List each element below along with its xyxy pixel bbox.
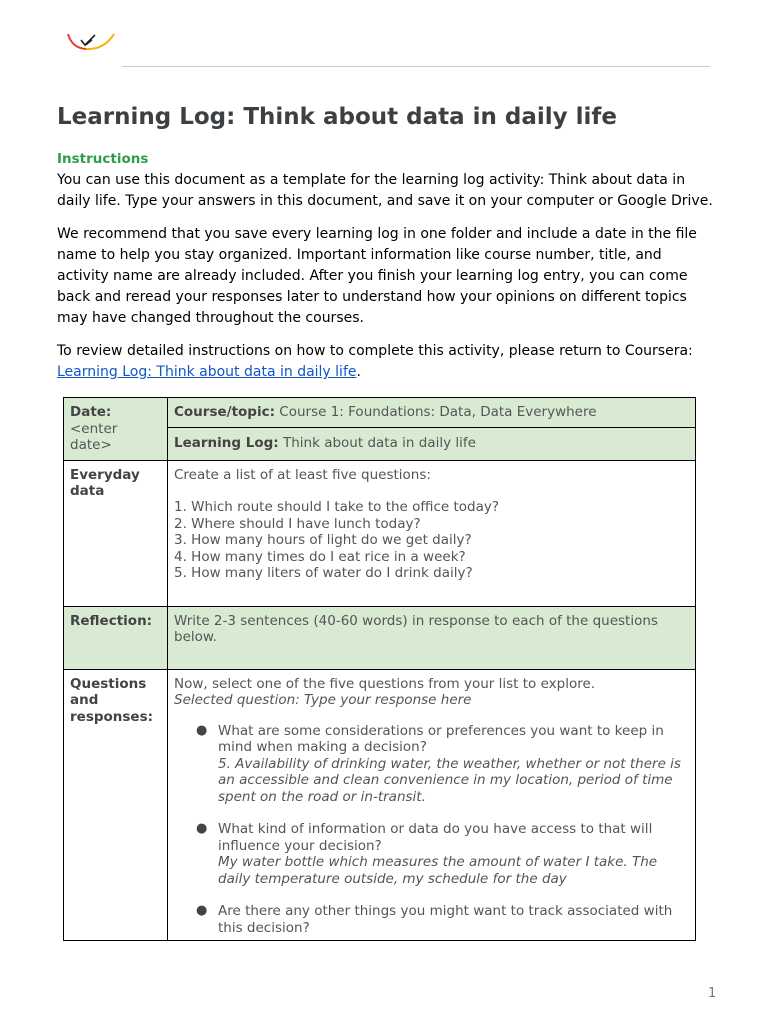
- everyday-data-label-cell: [64, 460, 168, 606]
- list-item: [196, 903, 689, 936]
- course-value: Course 1: Foundations: Data, Data Everywhere: [279, 404, 597, 420]
- question-list: [174, 723, 689, 937]
- everyday-intro: Create a list of at least five questions:: [174, 466, 431, 483]
- list-item: 4. How many times do I eat rice in a week?: [174, 548, 466, 565]
- questions-label-cell: [64, 669, 168, 941]
- everyday-data-label: Everyday data: [70, 466, 140, 499]
- learning-log-table: [63, 397, 696, 941]
- instructions-paragraph-3: [57, 341, 717, 383]
- date-value: <enter date>: [70, 420, 118, 453]
- questions-intro: Now, select one of the five questions from your list to explore.: [174, 675, 596, 692]
- header-divider: [122, 66, 710, 67]
- list-item: [196, 821, 689, 887]
- instructions-paragraph-2: We recommend that you save every learning log in one folder and include a date in the file name to help you stay organized. Important information like course number, title, and activity name are already included. After you finish your learning log entry, you can come back and reread your responses later to understand how your opinions on different topics may have changed throughout the courses.: [57, 226, 697, 326]
- question-text: Are there any other things you might want to track associated with this decision?: [218, 903, 673, 936]
- course-label: Course/topic:: [174, 404, 275, 420]
- date-label: Date:: [70, 404, 112, 420]
- question-text: What are some considerations or preferences you want to keep in mind when making a decision?: [218, 722, 664, 755]
- list-item: 3. How many hours of light do we get daily?: [174, 532, 472, 548]
- answer-text[interactable]: My water bottle which measures the amount of water I take. The daily temperature outside, my schedule for the day: [218, 854, 658, 887]
- reflection-cell: [168, 606, 696, 669]
- instructions-heading: Instructions: [57, 151, 149, 167]
- reflection-label: Reflection:: [70, 612, 153, 629]
- questions-label: Questions and responses:: [70, 675, 154, 725]
- table-row: [64, 398, 696, 428]
- page-number: 1: [708, 986, 717, 1001]
- table-row: [64, 460, 696, 606]
- list-item: 2. Where should I have lunch today?: [174, 515, 421, 532]
- page-title: Learning Log: Think about data in daily life: [57, 104, 618, 130]
- list-item: 5. How many liters of water do I drink daily?: [174, 565, 473, 581]
- questions-cell[interactable]: [168, 669, 696, 941]
- learning-log-value: Think about data in daily life: [282, 435, 476, 452]
- reflection-label-cell: [64, 606, 168, 669]
- table-row: [64, 606, 696, 669]
- table-row: [64, 669, 696, 941]
- selected-question[interactable]: Selected question: Type your response here: [174, 692, 472, 708]
- course-cell[interactable]: [168, 398, 696, 428]
- list-item: 1. Which route should I take to the office today?: [174, 499, 500, 515]
- learning-log-label: Learning Log:: [174, 435, 279, 452]
- bullet-icon: ●: [196, 722, 208, 738]
- paragraph-3-suffix: .: [356, 364, 361, 380]
- everyday-data-cell[interactable]: [168, 460, 696, 606]
- reflection-text: Write 2-3 sentences (40-60 words) in response to each of the questions below.: [174, 612, 658, 645]
- coursera-logo-icon: [64, 26, 116, 56]
- instructions-paragraph-1: You can use this document as a template for the learning log activity: Think about data in daily life. Type your answers in this document, and save it on your computer or Google Drive.: [57, 172, 713, 209]
- bullet-icon: ●: [196, 821, 208, 836]
- bullet-icon: ●: [196, 903, 208, 918]
- learning-log-cell[interactable]: [168, 428, 696, 460]
- paragraph-3-text: To review detailed instructions on how to complete this activity, please return to Coursera:: [57, 343, 693, 359]
- question-text: What kind of information or data do you have access to that will influence your decision?: [218, 821, 653, 854]
- answer-text[interactable]: 5. Availability of drinking water, the weather, whether or not there is an accessible and clean convenience in my location, period of time spent on the road or in-transit.: [218, 755, 681, 805]
- list-item: [196, 723, 689, 806]
- date-cell[interactable]: [64, 398, 168, 461]
- coursera-activity-link[interactable]: Learning Log: Think about data in daily life: [57, 364, 357, 380]
